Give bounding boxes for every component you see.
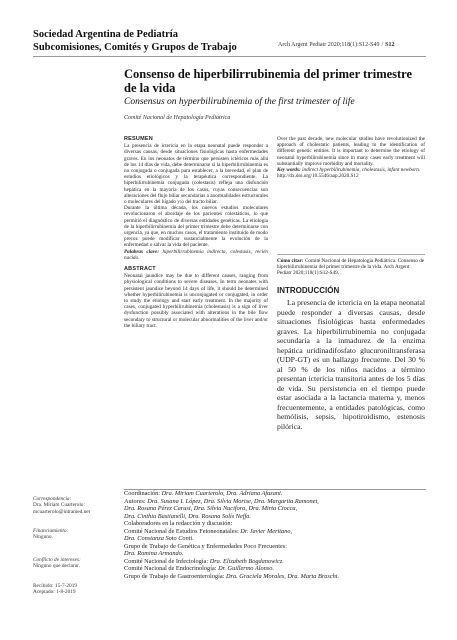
doi-link[interactable]: http://dx.doi.org/10.5546/aap.2020.S12 <box>277 173 359 180</box>
contributor-names: Dra. Romina Armando. <box>124 550 184 557</box>
abstract-keywords-text: indirect hyperbilirubinemia, cholestasis, infant newborn. <box>302 167 421 174</box>
contributor-row <box>124 528 434 536</box>
how-to-cite-text: Comité Nacional de Hepatología Pediátrica. Consenso de hiperbilirrubinemia del primer trimestre de la vida. Arch Argent Pediatr 2020;118(1):S12-S49. <box>277 258 425 277</box>
contributor-row <box>124 573 434 581</box>
contributor-row <box>124 565 434 573</box>
contributor-names: Dra. Susana I. López, Dra. Silvia Morise, Dra. Margarita Ramonet, <box>147 497 319 505</box>
contributor-names: Dra. Constanza Soto Conti. <box>124 535 194 542</box>
society-subtitle: Subcomisiones, Comités y Grupos de Trabajo <box>33 42 237 53</box>
society-header <box>33 28 237 54</box>
correspondence-block <box>33 496 119 515</box>
article-title-en: Consensus on hyperbilirubinemia of the first trimester of life <box>124 97 355 107</box>
resumen-keywords <box>124 249 268 261</box>
abstract-heading: ABSTRACT <box>124 266 156 273</box>
abstract-paragraph-2: Over the past decade, new molecular studies have revolutionized the approach of cholestatic patients, leading to the identification of different genetic entities. It is important to determine the etiology of neonatal hyperbilirubinemia since in many cases early treatment will substantially improve morbidity and mortality. <box>277 136 425 167</box>
contributor-label: Comité Nacional de Infectología: <box>124 557 209 565</box>
correspondence-name: Dra. Miriam Cuarterolo: <box>33 502 85 509</box>
abstract-paragraph-1: Neonatal jaundice may be due to different causes, ranging from physiological conditions to severe diseases. In term neonates with persistent jaundice beyond 14 days of life, it should be determined whether hyperbilirubinemia is unconjugated or conjugated, in order to study the etiology and start early treatment. In the majority of cases, conjugated hyperbilirubinemia (cholestasis) is a sign of liver dysfunction possibly associated with alterations in the bile flow secondary to structural or molecular abnormalities of the liver and/or the biliary tract. <box>124 273 268 329</box>
header-divider <box>33 56 426 57</box>
left-column <box>124 136 268 329</box>
contributor-row <box>124 520 434 528</box>
contributor-names: Dra. Graciela Morales, Dra. Marta Braschi. <box>225 572 340 580</box>
contributor-row <box>124 490 434 498</box>
contributor-row <box>124 550 434 558</box>
introduccion-text: La presencia de ictericia en la etapa neonatal puede responder a diversas causas, desde situaciones fisiológicas hasta enfermedades graves. La hiperbilirrubinemia no conjugada secundaria a la inmadurez de la enzima hepática uridinadifosfato glucuroniltransferasa (UDP-GT) es un hallazgo frecuente. Del 30 % al 50 % de los niños nacidos a término presentan ictericia transitoria antes de los 5 días de vida. Su persistencia en el tiempo puede estar asociada a la lactancia materna y, menos frecuentemente, a entidades patológicas, como hemólisis, sepsis, hipotiroidismo, estenosis pilórica. <box>277 298 425 431</box>
resumen-paragraph-2: Durante la última década, los nuevos estudios moleculares revolucionaron el abordaje de los pacientes colestáticos, lo que permitió el diagnóstico de diversas entidades genéticas. La etiología de la hiperbilirrubinemia del primer trimestre debe determinarse con urgencia, ya que, en muchos casos, el tratamiento instituido de modo precoz puede modificar sustancialmente la evolución de la enfermedad o salvar la vida del paciente. <box>124 205 268 249</box>
contributors-block <box>124 490 434 580</box>
journal-citation: Arch Argent Pediatr 2020;118(1):S12-S49 <box>278 42 380 48</box>
contributor-row <box>124 543 434 551</box>
contributor-names: Dr. Javier Meritano, <box>240 527 293 535</box>
contributor-row <box>124 498 434 506</box>
contributor-label: Grupo de Trabajo de Gastroenterología: <box>124 572 225 580</box>
contributor-row <box>124 505 434 513</box>
introduccion-heading: INTRODUCCIÓN <box>277 286 340 295</box>
conflict-label: Conflicto de intereses: <box>33 557 81 563</box>
contributor-names: Dra. Elizabeth Bogdanowicz. <box>209 557 284 565</box>
contributor-names: Dr. Guillermo Alonso. <box>218 565 274 572</box>
resumen-heading: RESUMEN <box>124 136 153 142</box>
journal-citation-header <box>278 42 395 48</box>
article-authors: Comité Nacional de Hepatología Pediátrica <box>124 115 231 121</box>
contributor-row <box>124 558 434 566</box>
society-name: Sociedad Argentina de Pediatría <box>33 29 178 40</box>
contributor-label: Grupo de Trabajo de Genética y Enfermedades Poco Frecuentes: <box>124 542 287 550</box>
received-date: Recibido: 15-7-2019 <box>33 583 77 589</box>
how-to-cite-label: Cómo citar: <box>277 258 304 264</box>
conflict-block <box>33 557 119 570</box>
contributor-label: Comité Nacional de Endocrinología: <box>124 565 217 572</box>
article-title-es: Consenso de hiperbilirrubinemia del primer trimestre de la vida <box>124 67 413 95</box>
funding-block <box>33 528 119 541</box>
abstract-keywords-label: Key words: <box>277 167 301 174</box>
contributor-names: Dra. Rosana Pérez Carusi, Dra. Silvia Nucifora, Dra. Mirta Ciocca, <box>124 505 298 512</box>
contributor-names: Dra. Miriam Cuarterolo, Dra. Adriana Afazani. <box>161 490 283 497</box>
contributor-label: Colaboradores en la redacción y discusión: <box>124 520 233 527</box>
accepted-date: Aceptado: 1-8-2019 <box>33 589 76 596</box>
contributor-names: Dra. Cinthia Bastianelli, Dra. Rosana Solís Neffa. <box>124 512 251 520</box>
header-separator: / <box>381 42 384 48</box>
funding-value: Ninguno. <box>33 534 53 541</box>
contributor-label: Comité Nacional de Estudios Fetoneonatales: <box>124 527 239 535</box>
contributor-row <box>124 513 434 521</box>
dates-block <box>33 583 119 596</box>
resumen-keywords-text: hiperbilirrubinemia indirecta, colestasis, recién nacido. <box>124 248 268 261</box>
contributor-label: Coordinación: <box>124 490 161 497</box>
resumen-paragraph-1: La presencia de ictericia en la etapa neonatal puede responder a diversas causas, desde situaciones fisiológicas hasta enfermedades graves. En los neonatos de término que persisten ictéricos más allá de los 14 días de vida, debe determinarse si la hiperbilirrubinemia es no conjugada o conjugada para establecer, a la brevedad, el plan de estudios etiológicos y la terapéutica correspondiente. La hiperbilirrubinemia conjugada (colestasis) refleja una disfunción hepática en la mayoría de los casos, cuyas consecuencias son alteraciones del flujo biliar secundarias a anormalidades estructurales o moleculares del hígado y/o del tracto biliar. <box>124 143 268 206</box>
resumen-keywords-label: Palabras clave: <box>124 248 160 255</box>
conflict-value: Ninguno que declarar. <box>33 563 80 570</box>
contributor-row <box>124 535 434 543</box>
contributor-label: Autores: <box>124 497 146 505</box>
correspondence-label: Correspondencia: <box>33 496 72 502</box>
how-to-cite-box <box>277 254 425 277</box>
page-number: S12 <box>385 42 395 48</box>
correspondence-email[interactable]: mcuarterolo@intramed.net <box>33 508 91 515</box>
funding-label: Financiamiento: <box>33 528 69 534</box>
right-column <box>277 136 425 179</box>
